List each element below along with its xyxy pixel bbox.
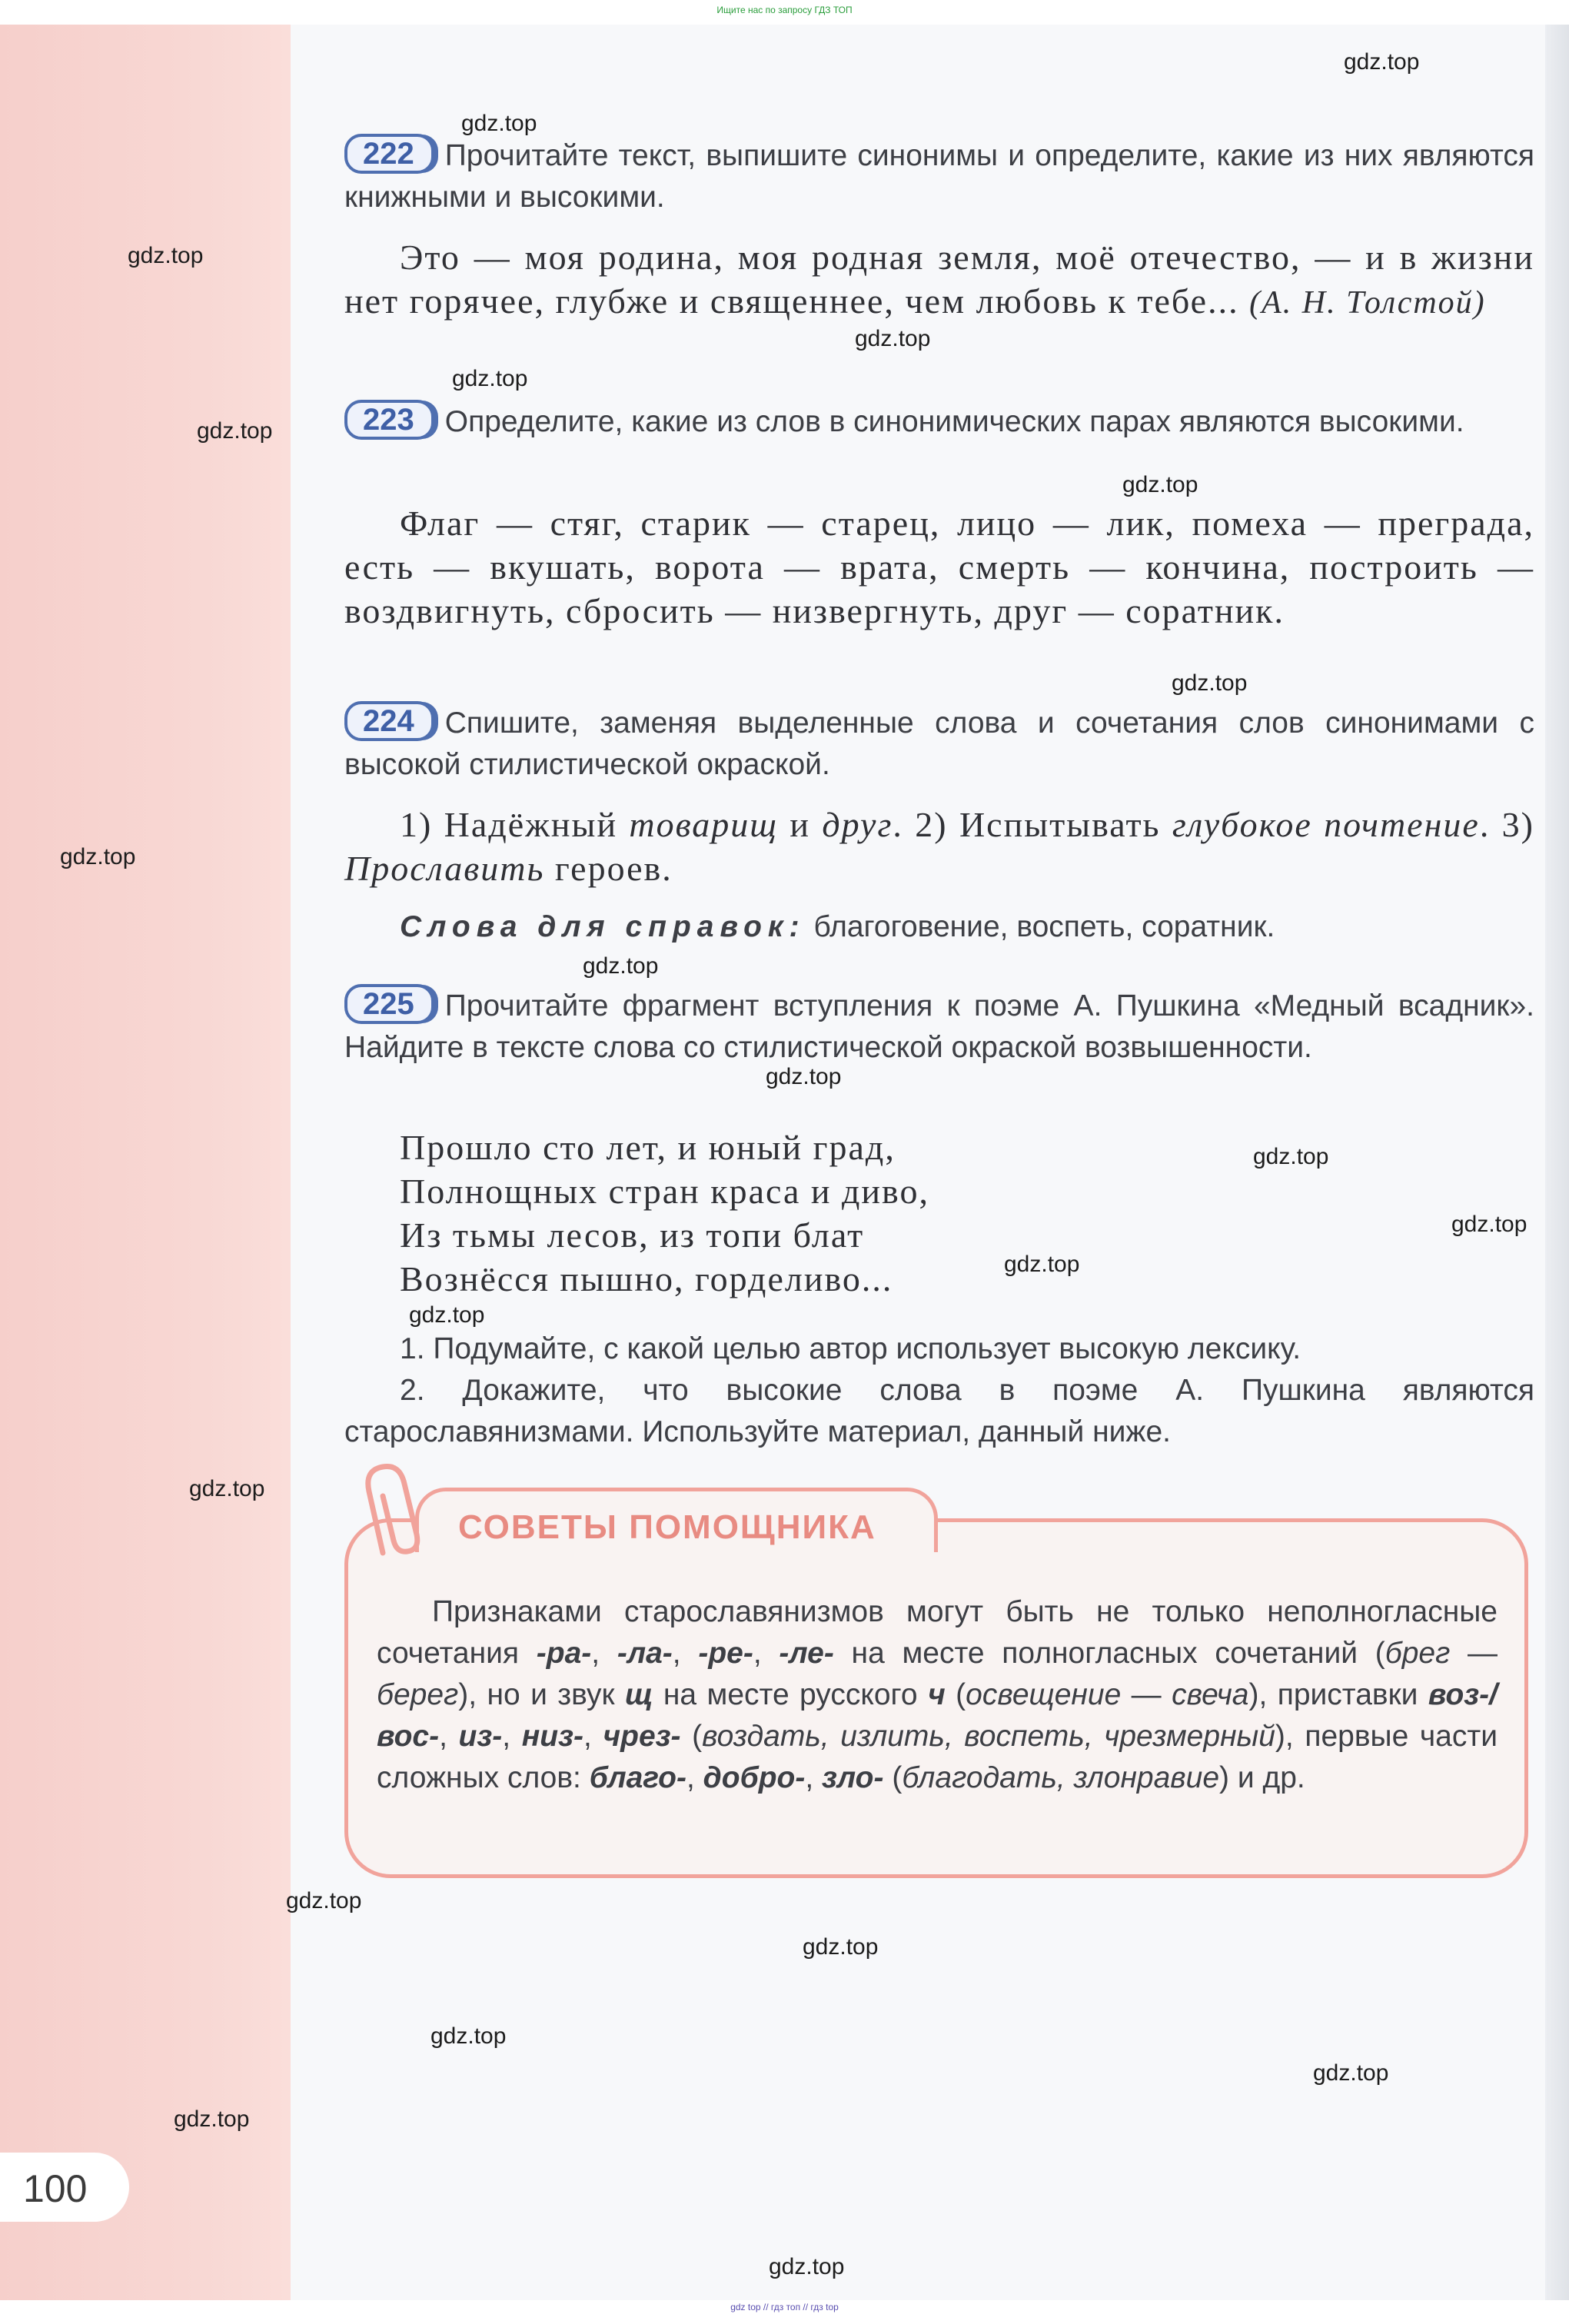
watermark: gdz.top (461, 111, 537, 136)
task-225-instruction: 225 Прочитайте фрагмент вступления к поэме А. Пушкина «Медный всадник». Найдите в тексте слова со стилистической окраской возвышенности. (344, 984, 1534, 1069)
watermark: gdz.top (1004, 1252, 1080, 1277)
watermark: gdz.top (189, 1476, 265, 1501)
task-number-badge: 225 (344, 984, 434, 1024)
tips-title: СОВЕТЫ ПОМОЩНИКА (458, 1508, 876, 1546)
watermark: gdz.top (1344, 49, 1420, 75)
task-224-text: 1) Надёжный товарищ и друг. 2) Испытывать глубокое почтение. 3) Прославить героев. (344, 805, 1534, 888)
task-222-instruction: 222 Прочитайте текст, выпишите синонимы и определите, какие из них являются книжными и высокими. (344, 134, 1534, 218)
task-223-instruction: 223 Определите, какие из слов в синонимических парах являются высокими. (344, 400, 1534, 443)
watermark: gdz.top (174, 2106, 250, 2132)
footer-note: gdz top // гдз топ // гдз top (730, 2302, 839, 2312)
watermark: gdz.top (60, 844, 136, 869)
task-number-badge: 222 (344, 134, 434, 174)
watermark: gdz.top (1253, 1144, 1329, 1169)
task-222-text: Это — моя родина, моя родная земля, моё отечество, — и в жизни нет горячее, глубже и священнее, чем любовь к тебе... (А. Н. Толстой) (344, 238, 1534, 321)
watermark: gdz.top (452, 366, 528, 391)
paperclip-icon (360, 1461, 429, 1561)
question-2: 2. Докажите, что высокие слова в поэме А. Пушкина являются старославянизмами. Используйте материал, данный ниже. (344, 1374, 1534, 1448)
watermark: gdz.top (430, 2023, 507, 2049)
question-1: 1. Подумайте, с какой целью автор использует высокую лексику. (400, 1332, 1301, 1365)
left-margin-strip (0, 25, 291, 2300)
watermark: gdz.top (1122, 472, 1198, 497)
watermark: gdz.top (1451, 1212, 1527, 1237)
watermark: gdz.top (803, 1934, 879, 1960)
watermark: gdz.top (766, 1064, 842, 1089)
poem-line: Полнощных стран краса и диво, (400, 1172, 929, 1211)
watermark: gdz.top (583, 953, 659, 979)
watermark: gdz.top (128, 243, 204, 268)
watermark: gdz.top (855, 326, 931, 351)
task-224-instruction: 224 Спишите, заменяя выделенные слова и сочетания слов синонимами с высокой стилистической окраской. (344, 701, 1534, 786)
watermark: gdz.top (409, 1302, 485, 1328)
poem-line: Прошло сто лет, и юный град, (400, 1128, 896, 1167)
page-number: 100 (23, 2167, 88, 2210)
task-number-badge: 224 (344, 701, 434, 741)
reference-words: Слова для справок: благоговение, воспеть, соратник. (400, 910, 1275, 943)
tips-text: Признаками старославянизмов могут быть не только неполногласные сочетания -ра-, -ла-, -ре-, -ле- на месте полногласных сочетаний (брег — берег), но и звук щ на месте русского ч (освещение — свеча), приставки воз-/вос-, из-, низ-, чрез- (воздать, излить, воспеть, чрезмерный), первые части сложных слов: благо-, добро-, зло- (благодать, злонравие) и др. (377, 1595, 1498, 1794)
task-number-badge: 223 (344, 400, 434, 440)
header-note: Ищите нас по запросу ГДЗ ТОП (716, 5, 853, 15)
author-citation: (А. Н. Толстой) (1249, 285, 1486, 321)
watermark: gdz.top (286, 1888, 362, 1913)
poem-line: Вознёсся пышно, горделиво... (400, 1259, 893, 1298)
page-edge (1545, 25, 1569, 2300)
reference-label: Слова для справок: (400, 910, 806, 943)
watermark: gdz.top (769, 2254, 845, 2279)
watermark: gdz.top (1172, 670, 1248, 696)
task-225-questions (344, 1328, 1534, 1453)
poem-fragment (400, 1125, 929, 1301)
watermark: gdz.top (1313, 2060, 1389, 2086)
watermark: gdz.top (197, 418, 273, 444)
task-223-text: Флаг — стяг, старик — старец, лицо — лик, помеха — преграда, есть — вкушать, ворота — врата, смерть — кончина, построить — воздвигнуть, сбросить — низвергнуть, друг — соратник. (344, 504, 1534, 630)
poem-line: Из тьмы лесов, из топи блат (400, 1215, 865, 1255)
